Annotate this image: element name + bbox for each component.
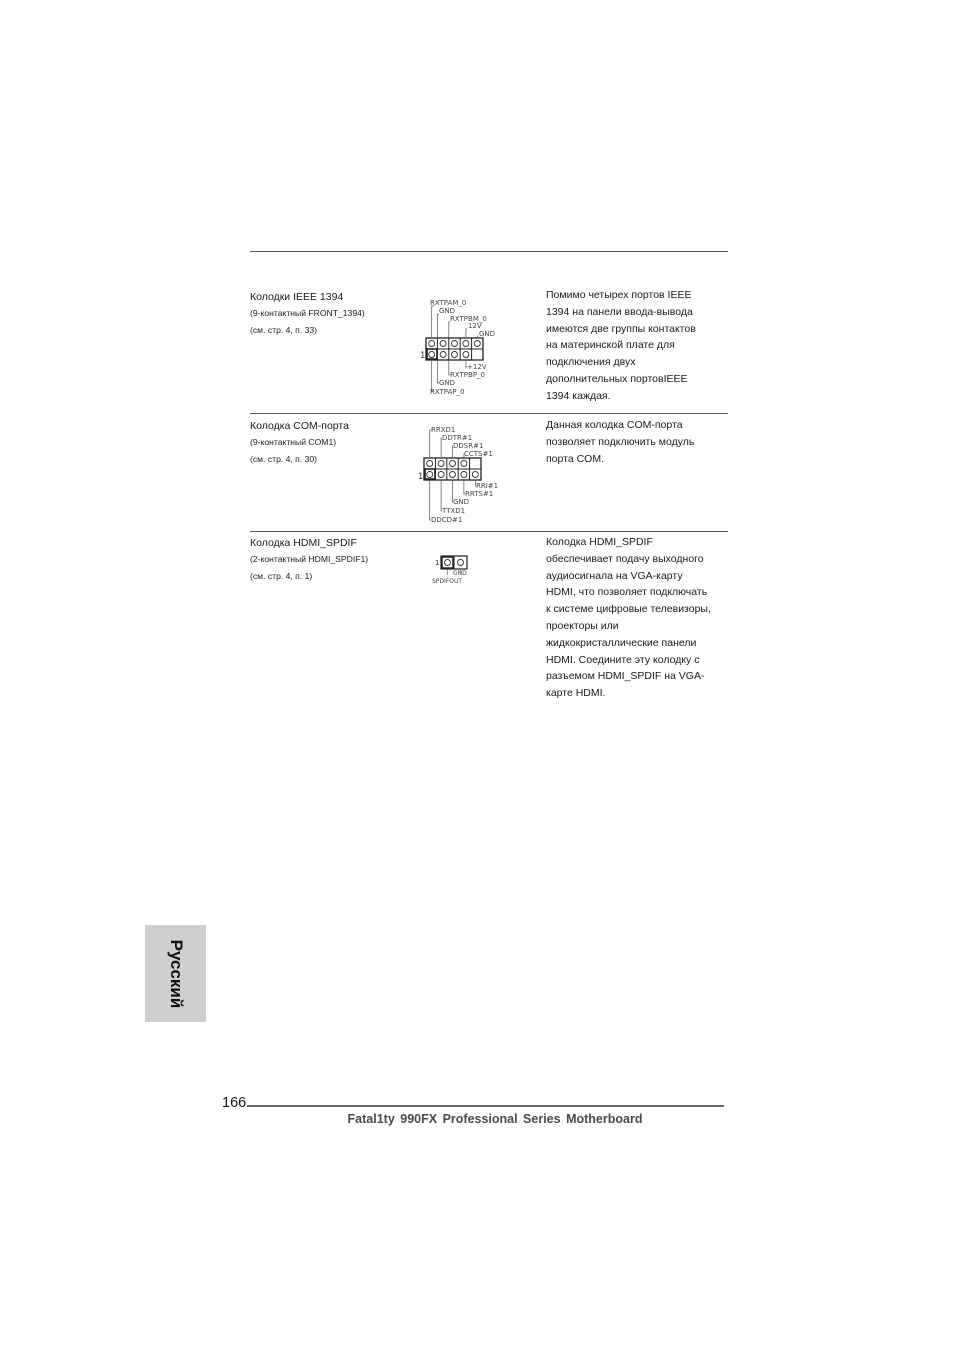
desc-line: разъемом HDMI_SPDIF на VGA- [546, 670, 705, 683]
desc-line: Данная колодка COM-порта [546, 419, 683, 431]
section-page-ref: (см. стр. 4, п. 33) [250, 325, 318, 335]
desc-line: позволяет подключить модуль [546, 435, 695, 448]
footer-title: Fatal1ty 990FX Professional Series Motherboard [347, 1112, 643, 1126]
pin-label: GND [479, 330, 496, 338]
section-pin-count: (9-контактный FRONT_1394) [250, 308, 365, 318]
top-rule [250, 251, 728, 252]
pin-label: DDTR#1 [442, 434, 473, 442]
section-title: Колодки IEEE 1394 [250, 291, 344, 303]
section-pin-count: (9-контактный COM1) [250, 437, 337, 447]
section-page-ref: (см. стр. 4, п. 1) [250, 571, 313, 581]
pin-label: GND [453, 498, 470, 506]
pin-label: DDSR#1 [453, 442, 484, 450]
pin-label: 12V [468, 322, 482, 330]
desc-line: HDMI, что позволяет подключать [546, 586, 708, 599]
pin-label: GND [439, 307, 456, 315]
pin-label: GND [439, 379, 456, 387]
pin-label: RXTPBM_0 [450, 315, 487, 323]
desc-line: обеспечивает подачу выходного [546, 552, 704, 565]
section-description [546, 287, 732, 405]
desc-line: на материнской плате для [546, 339, 675, 352]
section-page-ref: (см. стр. 4, п. 30) [250, 454, 318, 464]
com-pin-diagram [418, 422, 508, 526]
section-ieee1394 [250, 288, 728, 412]
ieee1394-pin-diagram [420, 296, 510, 402]
pin-label: GND [453, 570, 467, 577]
desc-line: Помимо четырех портов IEEE [546, 289, 692, 301]
pin-label: TTXD1 [442, 507, 466, 515]
desc-line: к системе цифровые телевизоры, [546, 603, 711, 616]
desc-line: карте HDMI. [546, 687, 606, 700]
page-number: 166 [222, 1095, 247, 1111]
desc-line: имеются две группы контактов [546, 322, 696, 335]
pin-label: SPDIFOUT [432, 578, 463, 585]
pin-label: DDCD#1 [431, 516, 463, 524]
desc-line: 1394 каждая. [546, 389, 611, 402]
desc-line: подключения двух [546, 356, 636, 369]
section-com-port [250, 418, 728, 530]
desc-line: проекторы или [546, 619, 619, 632]
pin-label: RXTPAM_0 [430, 299, 467, 307]
pin-label: CCTS#1 [464, 450, 493, 458]
section-pin-count: (2-контактный HDMI_SPDIF1) [250, 554, 369, 564]
language-label: Русский [166, 939, 186, 1008]
section-title: Колодка COM-порта [250, 420, 349, 432]
desc-line: порта COM. [546, 452, 604, 465]
desc-line: HDMI. Соедините эту колодку с [546, 653, 700, 666]
desc-line: аудиосигнала на VGA-карту [546, 569, 683, 582]
section-description [546, 534, 732, 702]
pin-label: RXTPBP_0 [450, 371, 486, 379]
section-description [546, 417, 732, 467]
hdmi-spdif-pin-diagram [432, 553, 492, 589]
footer-rule [247, 1105, 724, 1107]
pin-label: RRTS#1 [465, 490, 494, 498]
pin-label: +12V [467, 363, 487, 371]
section-divider [250, 413, 728, 414]
desc-line: Колодка HDMI_SPDIF [546, 536, 653, 548]
pin-label: RXTPAP_0 [430, 388, 465, 396]
desc-line: 1394 на панели ввода-вывода [546, 305, 693, 318]
pin-label: RRXD1 [431, 426, 456, 434]
desc-line: жидкокристаллические панели [546, 636, 697, 649]
section-title: Колодка HDMI_SPDIF [250, 537, 357, 549]
section-divider [250, 531, 728, 532]
pin-one-marker: 1 [420, 351, 426, 361]
pin-one-marker: 1 [435, 559, 440, 567]
desc-line: дополнительных портовIEEE [546, 372, 688, 385]
pin-label: RRI#1 [476, 482, 499, 490]
pin-one-marker: 1 [418, 472, 424, 482]
language-side-tab [145, 925, 206, 1022]
section-hdmi-spdif [250, 535, 728, 710]
